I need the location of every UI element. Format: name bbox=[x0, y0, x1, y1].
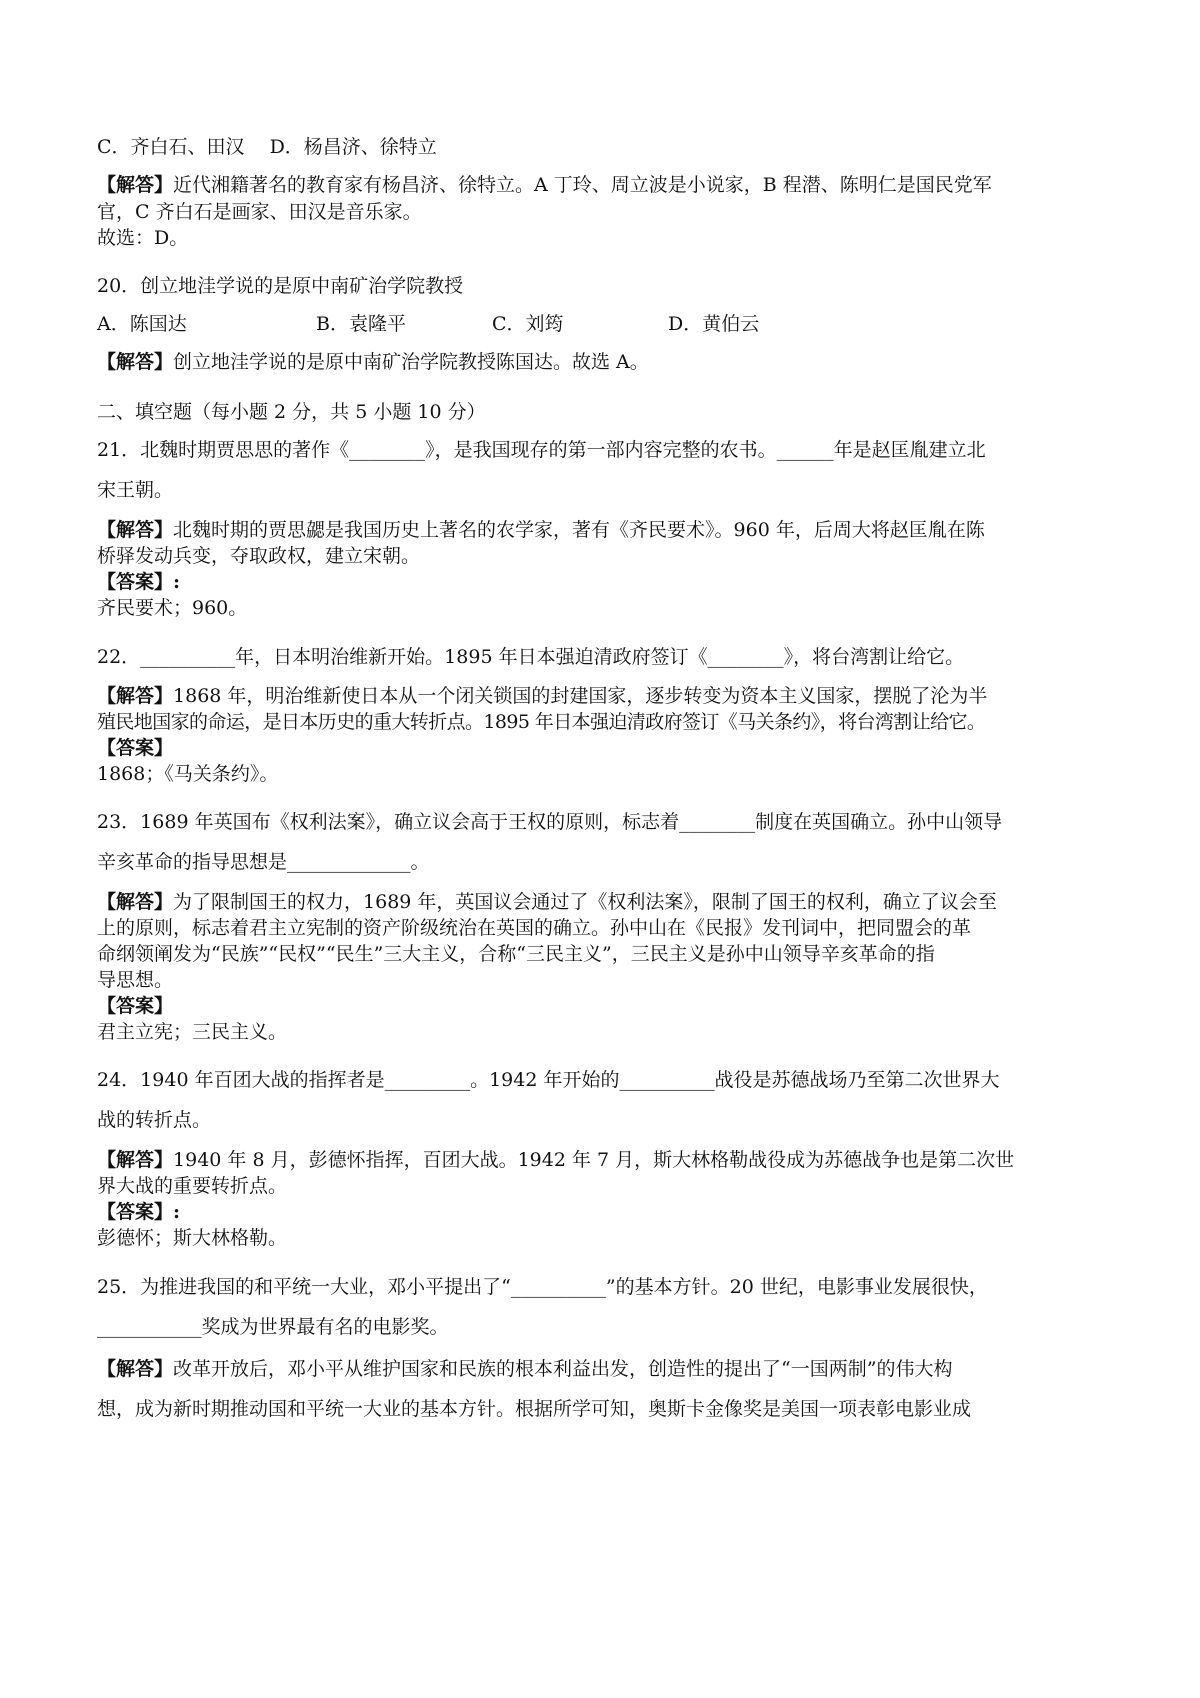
q20-option-b: B．袁隆平 bbox=[316, 313, 406, 335]
q21-key-tag: 【答案】: bbox=[97, 571, 181, 593]
q22-answer-line-1 bbox=[97, 684, 987, 708]
q23-answer-line-1 bbox=[97, 890, 997, 914]
answer-tag: 【解答】 bbox=[97, 1358, 174, 1380]
q24-key: 彭德怀；斯大林格勒。 bbox=[97, 1227, 288, 1249]
q25-stem-line-2: ___________奖成为世界最有名的电影奖。 bbox=[97, 1316, 449, 1338]
q22-answer-line-2: 殖民地国家的命运，是日本历史的重大转折点。1895 年日本强迫清政府签订《马关条约》，将台湾割让给它。 bbox=[97, 711, 986, 733]
q20-option-c: C．刘筠 bbox=[492, 313, 564, 335]
q23-answer-line-4: 导思想。 bbox=[97, 969, 174, 991]
answer-text: 创立地洼学说的是原中南矿治学院教授陈国达。故选 A。 bbox=[173, 351, 649, 373]
q19-answer-line-1 bbox=[97, 173, 992, 197]
answer-tag: 【解答】 bbox=[97, 174, 174, 196]
q23-stem-line-2: 辛亥革命的指导思想是_____________。 bbox=[97, 851, 430, 873]
q23-answer-line-3: 命纲领阐发为“民族”“民权”“民生”三大主义，合称“三民主义”，三民主义是孙中山领导辛亥革命的指 bbox=[97, 943, 935, 965]
q23-key: 君主立宪；三民主义。 bbox=[97, 1021, 288, 1043]
q20-option-d: D．黄伯云 bbox=[668, 313, 760, 335]
q22-stem-line-1: 22．__________年，日本明治维新开始。1895 年日本强迫清政府签订《________》，将台湾割让给它。 bbox=[97, 646, 965, 668]
answer-tag: 【解答】 bbox=[97, 519, 174, 541]
q24-stem-line-1: 24．1940 年百团大战的指挥者是_________。1942 年开始的__________战役是苏德战场乃至第二次世界大 bbox=[97, 1069, 1000, 1091]
q25-answer-line-1 bbox=[97, 1357, 952, 1381]
answer-text: 1940 年 8 月，彭德怀指挥，百团大战。1942 年 7 月，斯大林格勒战役成为苏德战争也是第二次世 bbox=[173, 1149, 1015, 1171]
answer-tag: 【解答】 bbox=[97, 891, 174, 913]
q20-stem: 20．创立地洼学说的是原中南矿治学院教授 bbox=[97, 275, 464, 297]
q21-stem-line-2: 宋王朝。 bbox=[97, 479, 174, 501]
q20-option-a: A．陈国达 bbox=[97, 313, 187, 335]
answer-text: 1868 年，明治维新使日本从一个闭关锁国的封建国家，逐步转变为资本主义国家，摆脱了沦为半 bbox=[173, 685, 988, 707]
q24-answer-line-1 bbox=[97, 1148, 1014, 1172]
q20-answer-line-1 bbox=[97, 350, 649, 374]
answer-text: 北魏时期的贾思勰是我国历史上著名的农学家，著有《齐民要术》。960 年，后周大将赵匡胤在陈 bbox=[173, 519, 985, 541]
answer-tag: 【解答】 bbox=[97, 685, 174, 707]
q22-key-tag: 【答案】 bbox=[97, 737, 174, 759]
section-heading: 二、填空题（每小题 2 分，共 5 小题 10 分） bbox=[97, 401, 486, 423]
q19-answer-line-2: 官，C 齐白石是画家、田汉是音乐家。 bbox=[97, 201, 422, 223]
q19-options-line: C．齐白石、田汉 D．杨昌济、徐特立 bbox=[97, 136, 437, 158]
q24-stem-line-2: 战的转折点。 bbox=[97, 1109, 212, 1131]
answer-text: 改革开放后，邓小平从维护国家和民族的根本利益出发，创造性的提出了“一国两制”的伟大构 bbox=[173, 1358, 953, 1380]
q25-stem-line-1: 25．为推进我国的和平统一大业，邓小平提出了“__________”的基本方针。20 世纪，电影事业发展很快， bbox=[97, 1276, 988, 1298]
q24-key-tag: 【答案】: bbox=[97, 1201, 181, 1223]
q23-stem-line-1: 23．1689 年英国布《权利法案》，确立议会高于王权的原则，标志着________制度在英国确立。孙中山领导 bbox=[97, 811, 1003, 833]
q22-key: 1868；《马关条约》。 bbox=[97, 763, 279, 785]
q23-key-tag: 【答案】 bbox=[97, 995, 174, 1017]
q24-answer-line-2: 界大战的重要转折点。 bbox=[97, 1175, 288, 1197]
answer-text: 近代湘籍著名的教育家有杨昌济、徐特立。A 丁玲、周立波是小说家，B 程潜、陈明仁是国民党军 bbox=[173, 174, 992, 196]
answer-tag: 【解答】 bbox=[97, 351, 174, 373]
q21-key: 齐民要术；960。 bbox=[97, 597, 248, 619]
q19-answer-line-3: 故选：D。 bbox=[97, 227, 189, 249]
q23-answer-line-2: 上的原则，标志着君主立宪制的资产阶级统治在英国的确立。孙中山在《民报》发刊词中，把同盟会的革 bbox=[97, 917, 972, 939]
q21-answer-line-2: 桥驿发动兵变，夺取政权，建立宋朝。 bbox=[97, 545, 421, 567]
q21-answer-line-1 bbox=[97, 518, 985, 542]
answer-tag: 【解答】 bbox=[97, 1149, 174, 1171]
q25-answer-line-2: 想，成为新时期推动国和平统一大业的基本方针。根据所学可知，奥斯卡金像奖是美国一项表彰电影业成 bbox=[97, 1398, 972, 1420]
q21-stem-line-1: 21．北魏时期贾思思的著作《________》，是我国现存的第一部内容完整的农书。______年是赵匡胤建立北 bbox=[97, 439, 986, 461]
answer-text: 为了限制国王的权力，1689 年，英国议会通过了《权利法案》，限制了国王的权利，确立了议会至 bbox=[173, 891, 997, 913]
